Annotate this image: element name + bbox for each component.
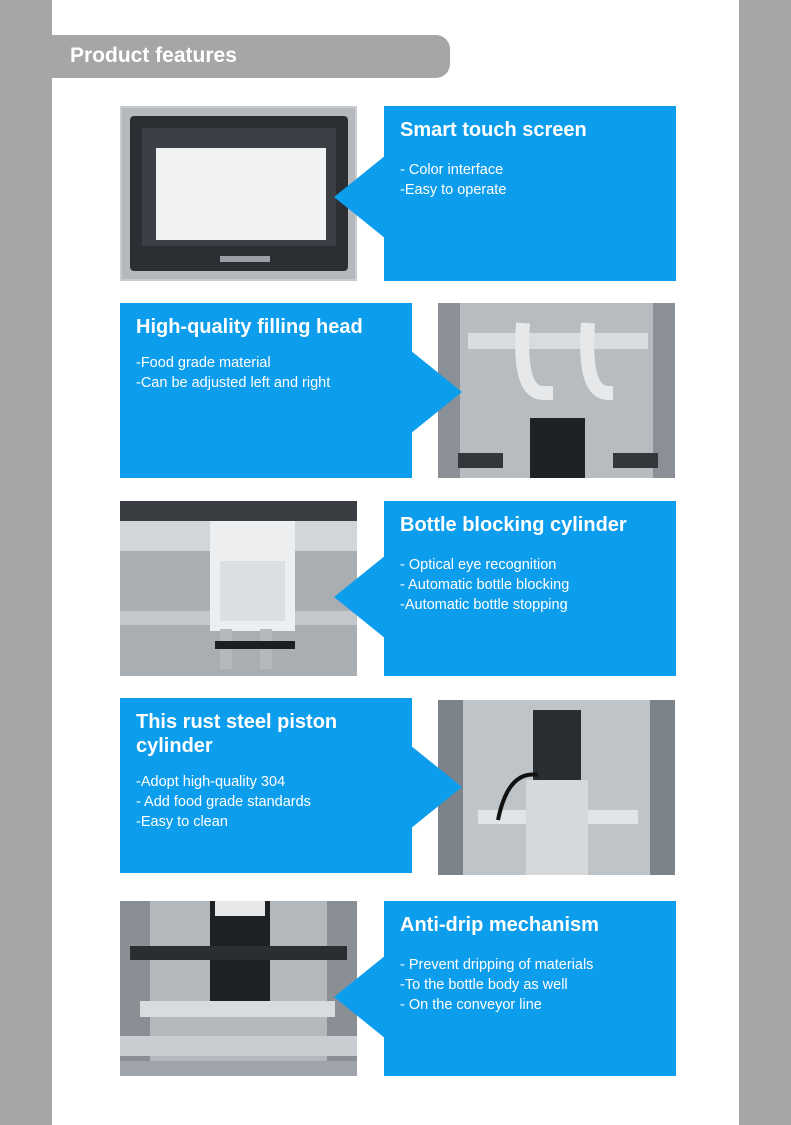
feature-lines [136, 353, 402, 393]
feature-title: High-quality filling head [136, 316, 363, 338]
left-gray-band [0, 0, 52, 1125]
feature-line: - Add food grade standards [136, 794, 311, 810]
feature-line: - On the conveyor line [400, 997, 542, 1013]
pointer-arrow [334, 155, 386, 239]
feature-panel-piston-cylinder [120, 698, 412, 873]
pointer-arrow [334, 555, 386, 639]
feature-title: This rust steel piston cylinder [136, 711, 338, 757]
feature-title: Anti-drip mechanism [400, 914, 599, 936]
feature-panel-filling-head [120, 303, 412, 478]
filling-head-photo [438, 303, 675, 478]
feature-lines [400, 160, 666, 200]
feature-line: -Food grade material [136, 355, 271, 371]
feature-line: - Automatic bottle blocking [400, 577, 570, 593]
feature-lines [400, 955, 666, 1015]
feature-line: - Optical eye recognition [400, 557, 557, 573]
feature-line: -Easy to clean [136, 814, 228, 830]
blocking-cylinder-photo [120, 501, 357, 676]
touch-screen-photo [120, 106, 357, 281]
right-gray-band [739, 0, 791, 1125]
feature-panel-blocking-cylinder [384, 501, 676, 676]
anti-drip-photo [120, 901, 357, 1076]
feature-title: Smart touch screen [400, 119, 587, 141]
feature-line: -To the bottle body as well [400, 977, 568, 993]
feature-lines [400, 555, 666, 615]
feature-line: -Adopt high-quality 304 [136, 774, 286, 790]
feature-line: - Color interface [400, 162, 504, 178]
feature-line: -Easy to operate [400, 182, 507, 198]
piston-cylinder-photo [438, 700, 675, 875]
pointer-arrow [410, 745, 462, 829]
pointer-arrow [334, 955, 386, 1039]
section-title: Product features [70, 44, 237, 67]
pointer-arrow [410, 350, 462, 434]
feature-line: - Prevent dripping of materials [400, 957, 594, 973]
feature-line: -Can be adjusted left and right [136, 375, 331, 391]
feature-panel-anti-drip [384, 901, 676, 1076]
section-header [52, 35, 450, 78]
feature-panel-touch-screen [384, 106, 676, 281]
feature-title: Bottle blocking cylinder [400, 514, 627, 536]
feature-line: -Automatic bottle stopping [400, 597, 568, 613]
feature-lines [136, 772, 402, 832]
